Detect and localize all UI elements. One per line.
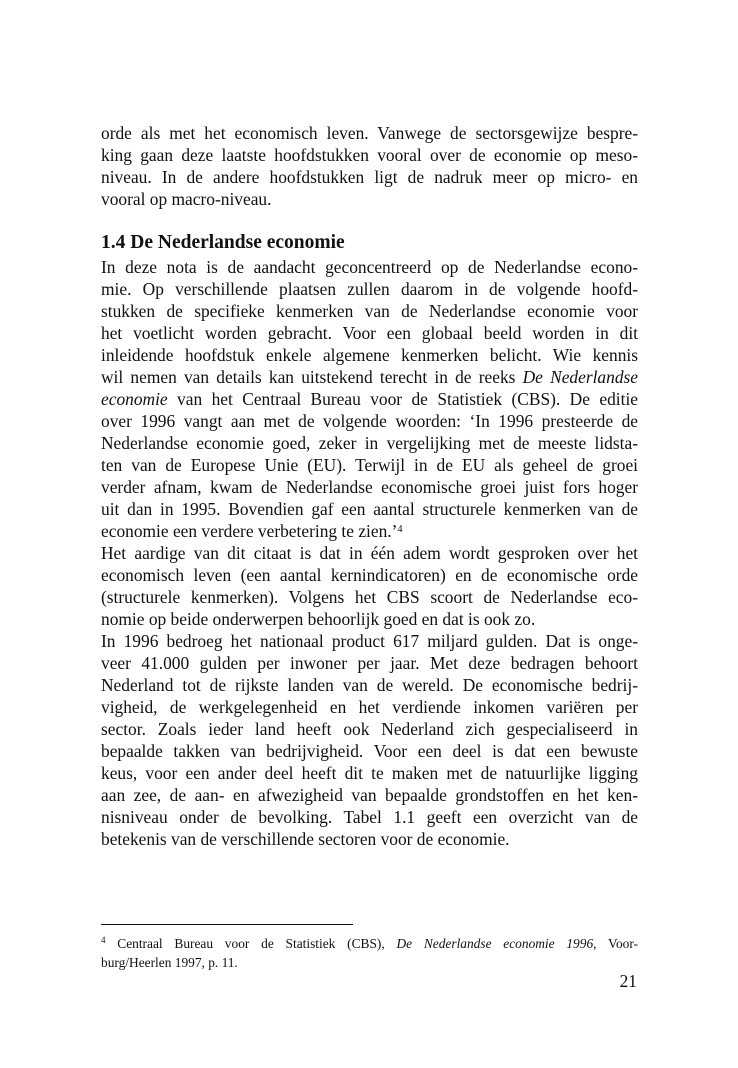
body-line-22: sector. Zoals ieder land heeft ook Nederland zich gespecialiseerd in [101, 719, 638, 739]
body-line-7 [101, 388, 638, 410]
body-line-1: In deze nota is de aandacht geconcentreerd op de Nederlandse econo- [101, 257, 638, 277]
intro-line-2: king gaan deze laatste hoofdstukken vooral over de economie op meso- [101, 145, 638, 165]
footnote-divider [101, 924, 353, 925]
footnote-line-2: burg/Heerlen 1997, p. 11. [101, 955, 238, 970]
body-line-16: (structurele kenmerken). Volgens het CBS scoort de Nederlandse eco- [101, 587, 638, 607]
body-line-20: Nederland tot de rijkste landen van de wereld. De economische bedrij- [101, 675, 638, 695]
footnote-line-1 [101, 934, 638, 953]
body-line-6-text: wil nemen van details kan uitstekend terecht in de reeks [101, 367, 523, 387]
series-title-part-2: economie [101, 389, 168, 409]
body-line-24: keus, voor een ander deel heeft dit te maken met de natuurlijke ligging [101, 763, 638, 783]
footnote-number: 4 [101, 935, 106, 945]
footnote-reference: 4 [397, 524, 403, 535]
footnote-title: De Nederlandse economie 1996 [396, 936, 594, 951]
body-line-26: nisniveau onder de bevolking. Tabel 1.1 geeft een overzicht van de [101, 807, 638, 827]
intro-line-1: orde als met het economisch leven. Vanwege de sectorsgewijze bespre- [101, 123, 638, 143]
section-heading: 1.4 De Nederlandse economie [101, 232, 345, 253]
body-line-19: veer 41.000 gulden per inwoner per jaar. Met deze bedragen behoort [101, 653, 638, 673]
body-line-4: het voetlicht worden gebracht. Voor een globaal beeld worden in dit [101, 323, 638, 343]
body-line-13 [101, 520, 638, 542]
intro-line-4: vooral op macro-niveau. [101, 189, 272, 209]
body-line-15: economisch leven (een aantal kernindicatoren) en de economische orde [101, 565, 638, 585]
body-line-3: stukken de specifieke kenmerken van de Nederlandse economie voor [101, 301, 638, 321]
footnote-text-1: Centraal Bureau voor de Statistiek (CBS), [105, 936, 397, 951]
body-line-17: nomie op beide onderwerpen behoorlijk goed en dat is ook zo. [101, 609, 536, 629]
body-line-5: inleidende hoofdstuk enkele algemene kenmerken belicht. Wie kennis [101, 345, 638, 365]
body-line-14: Het aardige van dit citaat is dat in één adem wordt gesproken over het [101, 543, 638, 563]
body-line-2: mie. Op verschillende plaatsen zullen daarom in de volgende hoofd- [101, 279, 638, 299]
body-line-12: uit dan in 1995. Bovendien gaf een aantal structurele kenmerken van de [101, 499, 638, 519]
body-line-7-text: van het Centraal Bureau voor de Statistiek (CBS). De editie [167, 389, 638, 409]
body-line-13-text: economie een verdere verbetering te zien.’ [101, 521, 398, 541]
intro-line-3: niveau. In de andere hoofdstukken ligt de nadruk meer op micro- en [101, 167, 638, 187]
page-number: 21 [619, 971, 637, 991]
body-line-23: bepaalde takken van bedrijvigheid. Voor een deel is dat een bewuste [101, 741, 638, 761]
body-line-27: betekenis van de verschillende sectoren voor de economie. [101, 829, 510, 849]
body-line-21: vigheid, de werkgelegenheid en het verdiende inkomen variëren per [101, 697, 638, 717]
body-line-6 [101, 366, 638, 388]
body-line-18: In 1996 bedroeg het nationaal product 617 miljard gulden. Dat is onge- [101, 631, 638, 651]
body-line-8: over 1996 vangt aan met de volgende woorden: ‘In 1996 presteerde de [101, 411, 638, 431]
body-line-11: verder afnam, kwam de Nederlandse economische groei juist fors hoger [101, 477, 638, 497]
series-title-part-1: De Nederlandse [522, 367, 639, 387]
body-line-25: aan zee, de aan- en afwezigheid van bepaalde grondstoffen en het ken- [101, 785, 638, 805]
footnote-text-2: , Voor- [593, 936, 639, 951]
body-line-10: ten van de Europese Unie (EU). Terwijl in de EU als geheel de groei [101, 455, 638, 475]
body-line-9: Nederlandse economie goed, zeker in vergelijking met de meeste lidsta- [101, 433, 638, 453]
